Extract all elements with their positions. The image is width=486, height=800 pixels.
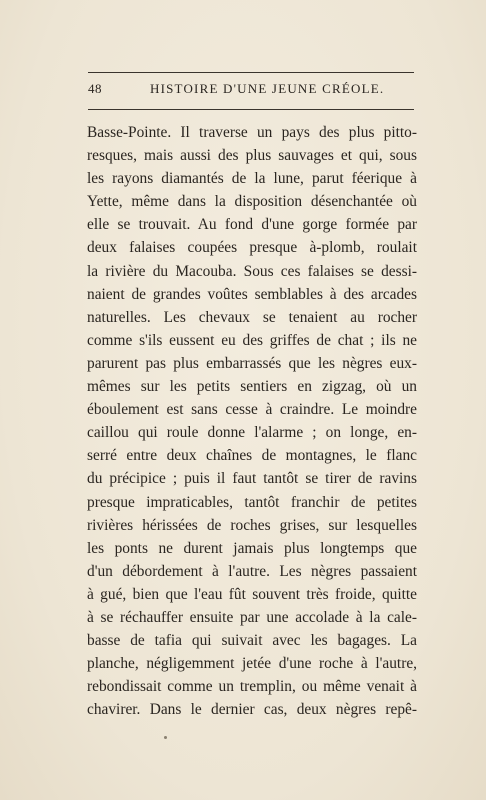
text-line: deux falaises coupées presque à-plomb, roulait — [87, 239, 417, 257]
text-line: Yette, même dans la disposition désenchantée où — [87, 193, 417, 211]
paper-speck — [164, 736, 167, 739]
page-number: 48 — [88, 81, 102, 96]
text-line: basse de tafia qui suivait avec les bagages. La — [87, 632, 417, 650]
text-line: à se réchauffer ensuite par une accolade à la cale- — [87, 608, 417, 626]
text-line: rebondissait comme un tremplin, ou même venait à — [87, 678, 417, 696]
text-line: resques, mais aussi des plus sauvages et qui, sous — [87, 147, 417, 165]
text-line: parurent pas plus embarrassés que les nègres eux- — [87, 354, 417, 372]
header-rule-bottom — [88, 109, 414, 110]
text-line: caillou qui roule donne l'alarme ; on longe, en- — [87, 424, 417, 442]
running-title: HISTOIRE D'UNE JEUNE CRÉOLE. — [150, 81, 385, 96]
text-line: serré entre deux chaînes de montagnes, le flanc — [87, 447, 417, 465]
text-line: éboulement est sans cesse à craindre. Le moindre — [87, 401, 417, 419]
text-line: les ponts ne durent jamais plus longtemps que — [87, 539, 417, 557]
text-line: à gué, bien que l'eau fût souvent très froide, quitte — [87, 585, 417, 603]
text-line: la rivière du Macouba. Sous ces falaises se dessi- — [87, 262, 417, 280]
text-line: rivières hérissées de roches grises, sur lesquelles — [87, 516, 417, 534]
text-line: planche, négligemment jetée d'une roche à l'autre, — [87, 655, 417, 673]
text-line: du précipice ; puis il faut tantôt se tirer de ravins — [87, 470, 417, 488]
body-text — [87, 121, 417, 721]
running-header — [88, 81, 414, 101]
text-line: naient de grandes voûtes semblables à des arcades — [87, 285, 417, 303]
header-rule-top — [88, 72, 414, 73]
text-line: mêmes sur les petits sentiers en zigzag, où un — [87, 378, 417, 396]
text-line: Basse-Pointe. Il traverse un pays des plus pitto- — [87, 124, 417, 141]
text-line: les rayons diamantés de la lune, parut féerique à — [87, 170, 417, 188]
text-line: d'un débordement à l'autre. Les nègres passaient — [87, 562, 417, 580]
text-line: presque impraticables, tantôt franchir de petites — [87, 493, 417, 511]
text-line: chavirer. Dans le dernier cas, deux nègres repê- — [87, 701, 417, 719]
text-line: comme s'ils eussent eu des griffes de chat ; ils ne — [87, 331, 417, 349]
text-line: naturelles. Les chevaux se tenaient au rocher — [87, 308, 417, 326]
text-line: elle se trouvait. Au fond d'une gorge formée par — [87, 216, 417, 234]
